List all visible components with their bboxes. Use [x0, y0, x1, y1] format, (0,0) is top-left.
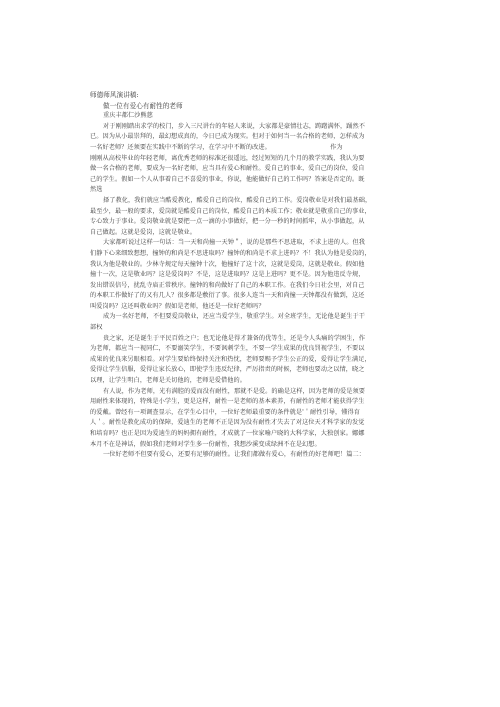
text-line: 的本职工作做好了的又有几人？很多都是敷衍了事。很多人连当一天和尚撞一天钟都没有做到，这还: [90, 292, 365, 300]
text-line: 然选: [90, 186, 103, 194]
text-line: 的爱戴。曾经有一项调查显示，在学生心目中，一位好老师最重要的条件就是'＇耐性引导，懂得育: [90, 408, 360, 416]
text-line: 成为一名好老师，不但要爱岗敬业，还应当爱学生，敬重学生。对全班学生，无论他是诞生于干: [103, 313, 365, 321]
text-line: 用耐性来体现的，特殊是小学生，更是这样，耐性一是老师的基本素养，有耐性的老师才能获得学生: [90, 398, 365, 406]
text-line: 自己做起。这就是爱岗，这就是敬业。: [90, 228, 197, 236]
text-line: 撞十一次，这是敬业吗？这是爱岗吗？不是，这是进取吗？这是上进吗？更不是。因为他违反寺规，: [90, 271, 365, 279]
text-line: 为老师，都应当一视同仁，不要溺笑学生，不要讽刺学生，不要一学生成果的优良罚视学生，不要以: [90, 345, 365, 353]
text-line: 和培育吗？也正是因为爱迪生的妈妈拥有耐性，才成就了一位家喻户晓的大科学家，大独创家。娜娜: [90, 430, 365, 437]
text-line: 们静下心来细致想想，撞钟的和尚是不思进取吗？撞钟的和尚是不求上进吗？不！我认为他是爱岗的，: [90, 249, 371, 257]
speech-title: 做一位有爱心有耐性的老师: [103, 101, 183, 110]
speaker-line: 重庆丰都仁沙熊慈: [103, 112, 153, 120]
text-line: 己的学生。假如一个人从事着自己不喜爱的事业，你说，他能做好自己的工作吗？答案是否定的。既: [90, 175, 365, 183]
text-line: 一名好老师？还须要在实践中不断的学习，在学习中不断的改进。 作为: [90, 143, 343, 151]
text-line: 刚刚从高校毕业的年轻老师，离优秀老师的标准还很遥远，经过短短的几个月的教学实践，我认为要: [90, 154, 365, 162]
text-line: 以理，让学生明白，老师是关切他的，老师是爱借他的。: [90, 377, 246, 385]
document-body: [90, 90, 420, 461]
text-line: 择了教化，我们就应当酷爱教化，酷爱自己的岗位，酷爱自己的工作。爱岗敬业是对我们最基础，: [103, 196, 372, 204]
text-line: 成果的优良来另眼相看。对学生要始终保持关注和热忱，老师要赐予学生公正的爱，爱得让学生满足，: [90, 355, 371, 363]
text-line: 做一名合格的老师，要成为一名好老师，应当具有爱心和耐性。爱自己的事业，爱自己的岗位，爱自: [90, 165, 365, 173]
text-line: 一位好老师不但要有爱心，还要有足够的耐性。让我们都做有爱心，有耐性的好老师吧！篇二：: [103, 451, 365, 459]
text-line: 我认为他是敬业的。少林寺规定每天撞钟十次，他撞好了这十次，这就是爱岗，这就是敬业。假如他: [90, 260, 365, 268]
text-line: 大家都听说过这样一句话：当一天和尚撞一天钟＂，说的是那些不思进取，不求上进的人。但我: [103, 239, 365, 247]
text-line: 对于刚刚踏出求学的校门，步入三尺讲台的年轻人来说，大家都是豪情壮志，踌躇满怀，踊然不: [103, 122, 365, 130]
document-heading: 师德师风演讲稿:: [90, 91, 139, 99]
text-line: 发出错误信号，扰乱寺庙正常秩序。撞钟的和尚做好了自己的本职工作。在我们今日社会里，对自己: [90, 281, 365, 289]
text-line: 已。因为从小最崇拜的，最幻想成真的，今日已成为现实。但对于如何当一名合格的老师，怎样成为: [90, 133, 365, 141]
text-line: 专心致力于事业。爱岗敬业就是要把一点一滴的小事做好，把一分一秒的时间抓牢，从小事做起，从: [90, 218, 365, 226]
text-line: 叫爱岗吗？这还叫敬业吗？假如是老师，他还是一位好老师吗？: [90, 302, 265, 310]
text-line: 有人说，作为老师，光有满腔的爱而没有耐性，那就不是爱。的确是这样，因为老师的爱是须要: [103, 387, 365, 395]
text-line: 人＇。耐性是教化成功的保障，爱迪生的老师不正是因为没有耐性才失去了对这位天才科学家的发觉: [90, 419, 365, 427]
text-line: 最至少，最一般的要求，爱岗就是酷爱自己的岗位，酷爱自己的本质工作；敬业就是敬重自己的事业，: [90, 207, 371, 215]
text-line: 部权: [90, 324, 103, 332]
text-line: 爱得让学生信服，爱得让家长放心，即使学生违反纪律，严厉指责的时候，老师也要动之以情，晓之: [90, 366, 365, 374]
text-line: 贵之家，还是诞生于平民百姓之户；也无论他是得才兼备的优等生，还是令人头痛的学困生，作: [103, 334, 365, 342]
text-line: 本月不在是神话，假如我们老师对学生多一份耐性，我想沙溪变成绿洲不在是幻想。: [90, 440, 321, 448]
